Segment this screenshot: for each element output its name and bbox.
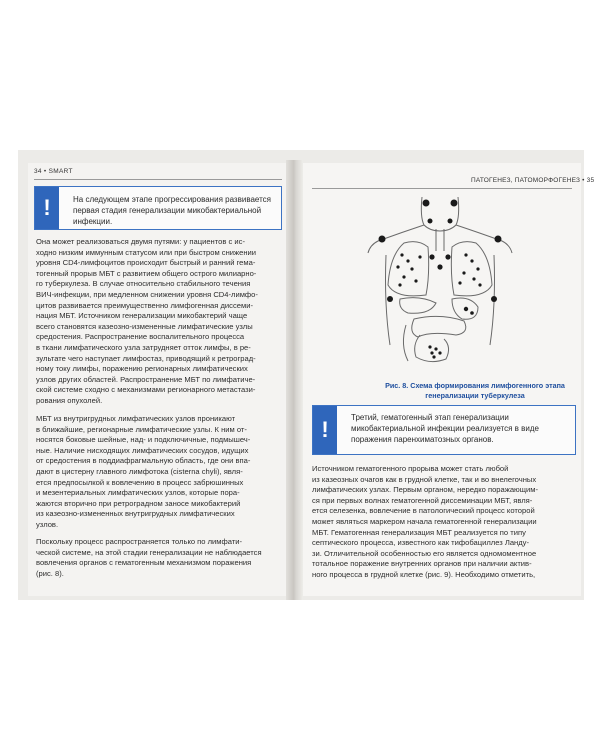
- left-header-rule: [34, 179, 282, 180]
- exclamation-icon: !: [313, 406, 337, 454]
- right-paragraph-1: Источником гематогенного прорыва может стать любой из казеозных очагов как в грудной клетке, так и во внелегочных лимфатических узлах. Первым органом, нередко поражающим- ся при первых волнах гематогенной диссеминации МБТ, явля- ется селезенка, вовлечение в патологический процесс которой может являться маркером начала гематогенной генерализации МБТ. Гематогенная генерализация МБТ реализуется по типу септического процесса, известного как тифобациллез Ланду- зи. Отличительной особенностью его является одномоментное тотальное поражение внутренних органов при наличии актив- ного процесса в грудной клетке (рис. 9). Необходимо отметить,: [312, 464, 538, 579]
- left-paragraph-2: МБТ из внутригрудных лимфатических узлов проникают в ближайшие, регионарные лимфатические узлы. К ним от- носятся боковые шейные, над- и подключичные, подмышеч- ные. Наличие нисходящих лимфатических сосудов, идущих от средостения в поддиафрагмальную область, где они впа- дают в цистерну главного лимфотока (cisterna chyli), явля- ется предпосылкой к вовлечению в процесс забрюшинных и мезентериальных лимфатических узлов, которые пора- жаются вторично при ретроградном заносе микобактерий из казеозно-измененных внутригрудных лимфатических узлов.: [36, 414, 251, 529]
- figure-caption: Рис. 8. Схема формирования лимфогенного этапа генерализации туберкулеза: [385, 381, 565, 400]
- right-callout-text: Третий, гематогенный этап генерализации микобактериальной инфекции реализуется в виде поражения паренхиматозных органов.: [351, 413, 539, 444]
- lymph-generalization-diagram: [360, 195, 520, 375]
- right-callout-box: [312, 405, 576, 455]
- left-paragraph-1: Она может реализоваться двумя путями: у пациентов с ис- ходно низким иммунным статусом или при быстром снижении уровня CD4-лимфоцитов происходит быстрый и ранний гема- тогенный прорыв МБТ с развитием общего острого милиарно- го туберкулеза. В случае относительно стабильного течения ВИЧ-инфекции, при медленном снижении уровня CD4-лимфо- цитов развивается преимущественно лимфогенная диссеми- нация МБТ. Источником генерализации микобактерий чаще всего становятся казеозно-измененные лимфатические узлы средостения. Распространение воспалительного процесса в ткани лимфатического узла затрудняет отток лимфы, в ре- зультате чего наступает лимфостаз, приводящий к ретроград- ному току лимфы, поражению регионарных лимфатических узлов других областей. Распространение МБТ по лимфатиче- ской системе сходно с механизмами регионарного метастази- рования опухолей.: [36, 237, 258, 405]
- exclamation-icon: !: [35, 187, 59, 229]
- left-paragraph-3: Поскольку процесс распространяется только по лимфати- ческой системе, на этой стадии генерализации не наблюдается вовлечения органов с гематогенным механизмом поражения (рис. 8).: [36, 537, 262, 578]
- left-callout-box: [34, 186, 282, 230]
- right-page-header: ПАТОГЕНЕЗ, ПАТОМОРФОГЕНЕЗ • 35: [471, 177, 595, 184]
- right-header-rule: [312, 188, 572, 189]
- left-page-header: 34 • SMART: [34, 168, 73, 175]
- book-gutter: [286, 160, 303, 600]
- left-callout-text: На следующем этапе прогрессирования развивается первая стадия генерализации микобактериальной инфекции.: [73, 195, 272, 226]
